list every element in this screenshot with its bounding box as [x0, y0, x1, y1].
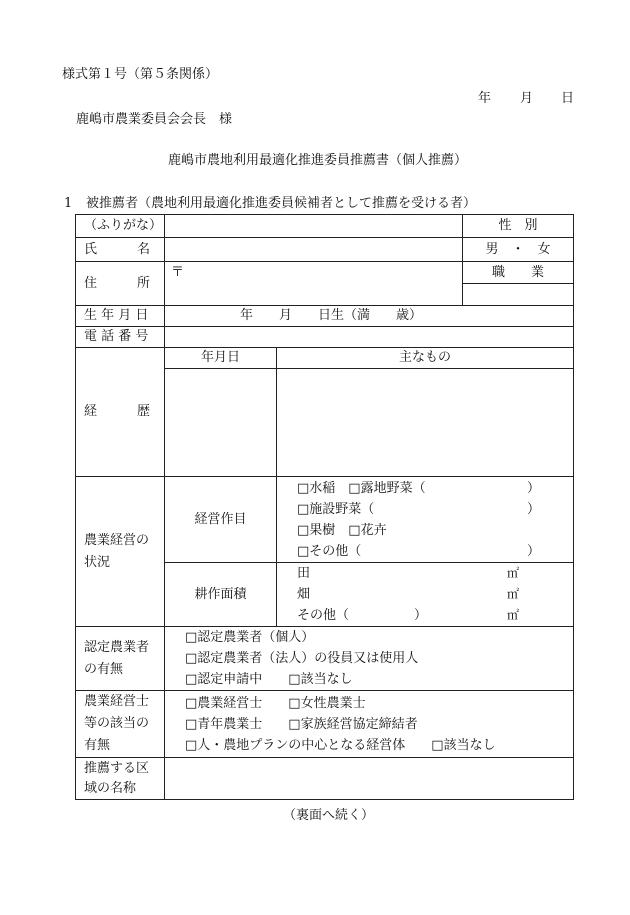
- qualified-option-2[interactable]: □青年農業士 □家族経営協定締結者: [185, 716, 418, 732]
- crop-option-4[interactable]: □その他（: [297, 543, 362, 559]
- document-title: 鹿嶋市農地利用最適化推進委員推薦書（個人推薦）: [168, 153, 468, 168]
- career-main-header: 主なもの: [277, 348, 574, 369]
- phone-label: 電 話 番 号: [76, 327, 165, 348]
- area-line-3: [297, 605, 573, 626]
- crop-line-1: [297, 478, 573, 499]
- area-label: 耕作面積: [165, 563, 277, 627]
- birthdate-field[interactable]: [165, 306, 574, 327]
- name-label-char-2: 名: [136, 241, 150, 257]
- crop-paren-4: ）: [527, 543, 541, 559]
- continued-note: （裏面へ続く）: [283, 808, 375, 823]
- crop-option-3[interactable]: □果樹 □花卉: [297, 522, 387, 538]
- name-label: [76, 238, 165, 262]
- furigana-label: （ふりがな）: [76, 215, 165, 238]
- career-label-char-1: 経: [84, 404, 98, 420]
- certified-option-2[interactable]: □認定農業者（法人）の役員又は使用人: [185, 651, 419, 666]
- certified-option-1[interactable]: □認定農業者（個人）: [185, 630, 315, 645]
- career-label: [76, 348, 165, 477]
- date-day-label: 日: [561, 91, 575, 106]
- career-label-char-2: 歴: [136, 404, 150, 420]
- crop-line-4: [297, 541, 573, 562]
- furigana-field[interactable]: [165, 215, 463, 238]
- area-line-1: [297, 563, 573, 584]
- area-field-unit: ㎡: [507, 587, 520, 601]
- section-number: 1: [64, 196, 73, 211]
- area-line-2: [297, 584, 573, 605]
- address-label-char-2: 所: [136, 275, 150, 291]
- occupation-field[interactable]: [463, 284, 574, 306]
- region-label: 推薦する区域の名称: [76, 758, 165, 800]
- certified-farmer-label: 認定農業者の有無: [76, 627, 165, 691]
- section-label: 被推薦者（農地利用最適化推進委員候補者として推薦を受ける者）: [86, 196, 477, 211]
- address-label: [76, 262, 165, 306]
- career-date-field[interactable]: [165, 369, 277, 477]
- gender-options[interactable]: 男 ・ 女: [463, 238, 574, 262]
- phone-field[interactable]: [165, 327, 574, 348]
- crop-paren-2: ）: [527, 501, 541, 517]
- form-number: 様式第１号（第５条関係）: [62, 67, 219, 82]
- qualified-farmer-label: 農業経営士等の該当の有無: [76, 691, 165, 758]
- date-year-label: 年: [478, 91, 492, 106]
- certified-farmer-options[interactable]: [165, 627, 574, 691]
- crop-option-1[interactable]: □水稲 □露地野菜（: [297, 480, 426, 496]
- addressee: 鹿嶋市農業委員会会長 様: [76, 112, 233, 127]
- name-label-char-1: 氏: [84, 241, 98, 257]
- area-field-label: 畑: [297, 587, 311, 602]
- crops-label: 経営作目: [165, 477, 277, 563]
- postal-mark: 〒: [171, 265, 185, 280]
- crop-line-2: [297, 499, 573, 520]
- qualified-option-3[interactable]: □人・農地プランの中心となる経営体 □該当なし: [185, 737, 496, 753]
- area-paddy-unit: ㎡: [507, 566, 520, 580]
- area-other-unit: ㎡: [507, 608, 520, 622]
- area-paddy-label: 田: [297, 566, 311, 581]
- crop-option-2[interactable]: □施設野菜（: [297, 501, 375, 517]
- certified-option-3[interactable]: □認定申請中 □該当なし: [185, 672, 353, 687]
- date-month-label: 月: [520, 91, 534, 106]
- qualified-option-1[interactable]: □農業経営士 □女性農業士: [185, 695, 366, 711]
- address-label-char-1: 住: [84, 275, 98, 291]
- crops-options[interactable]: [277, 477, 574, 563]
- nominee-form-table: [75, 214, 574, 800]
- crop-line-3: [297, 520, 573, 541]
- qualified-farmer-options[interactable]: [165, 691, 574, 758]
- gender-label: 性 別: [463, 215, 574, 238]
- region-field[interactable]: [165, 758, 574, 800]
- area-fields[interactable]: [277, 563, 574, 627]
- birthdate-label: 生 年 月 日: [76, 306, 165, 327]
- name-field[interactable]: [165, 238, 463, 262]
- address-field[interactable]: [165, 262, 463, 306]
- farm-status-label: 農業経営の状況: [76, 477, 165, 627]
- birthdate-format: 年 月 日生（満 歳）: [240, 308, 423, 324]
- career-main-field[interactable]: [277, 369, 574, 477]
- career-date-header: 年月日: [165, 348, 277, 369]
- crop-paren-1: ）: [527, 480, 541, 496]
- occupation-label: 職 業: [463, 262, 574, 284]
- area-other-label: その他（ ）: [297, 608, 428, 623]
